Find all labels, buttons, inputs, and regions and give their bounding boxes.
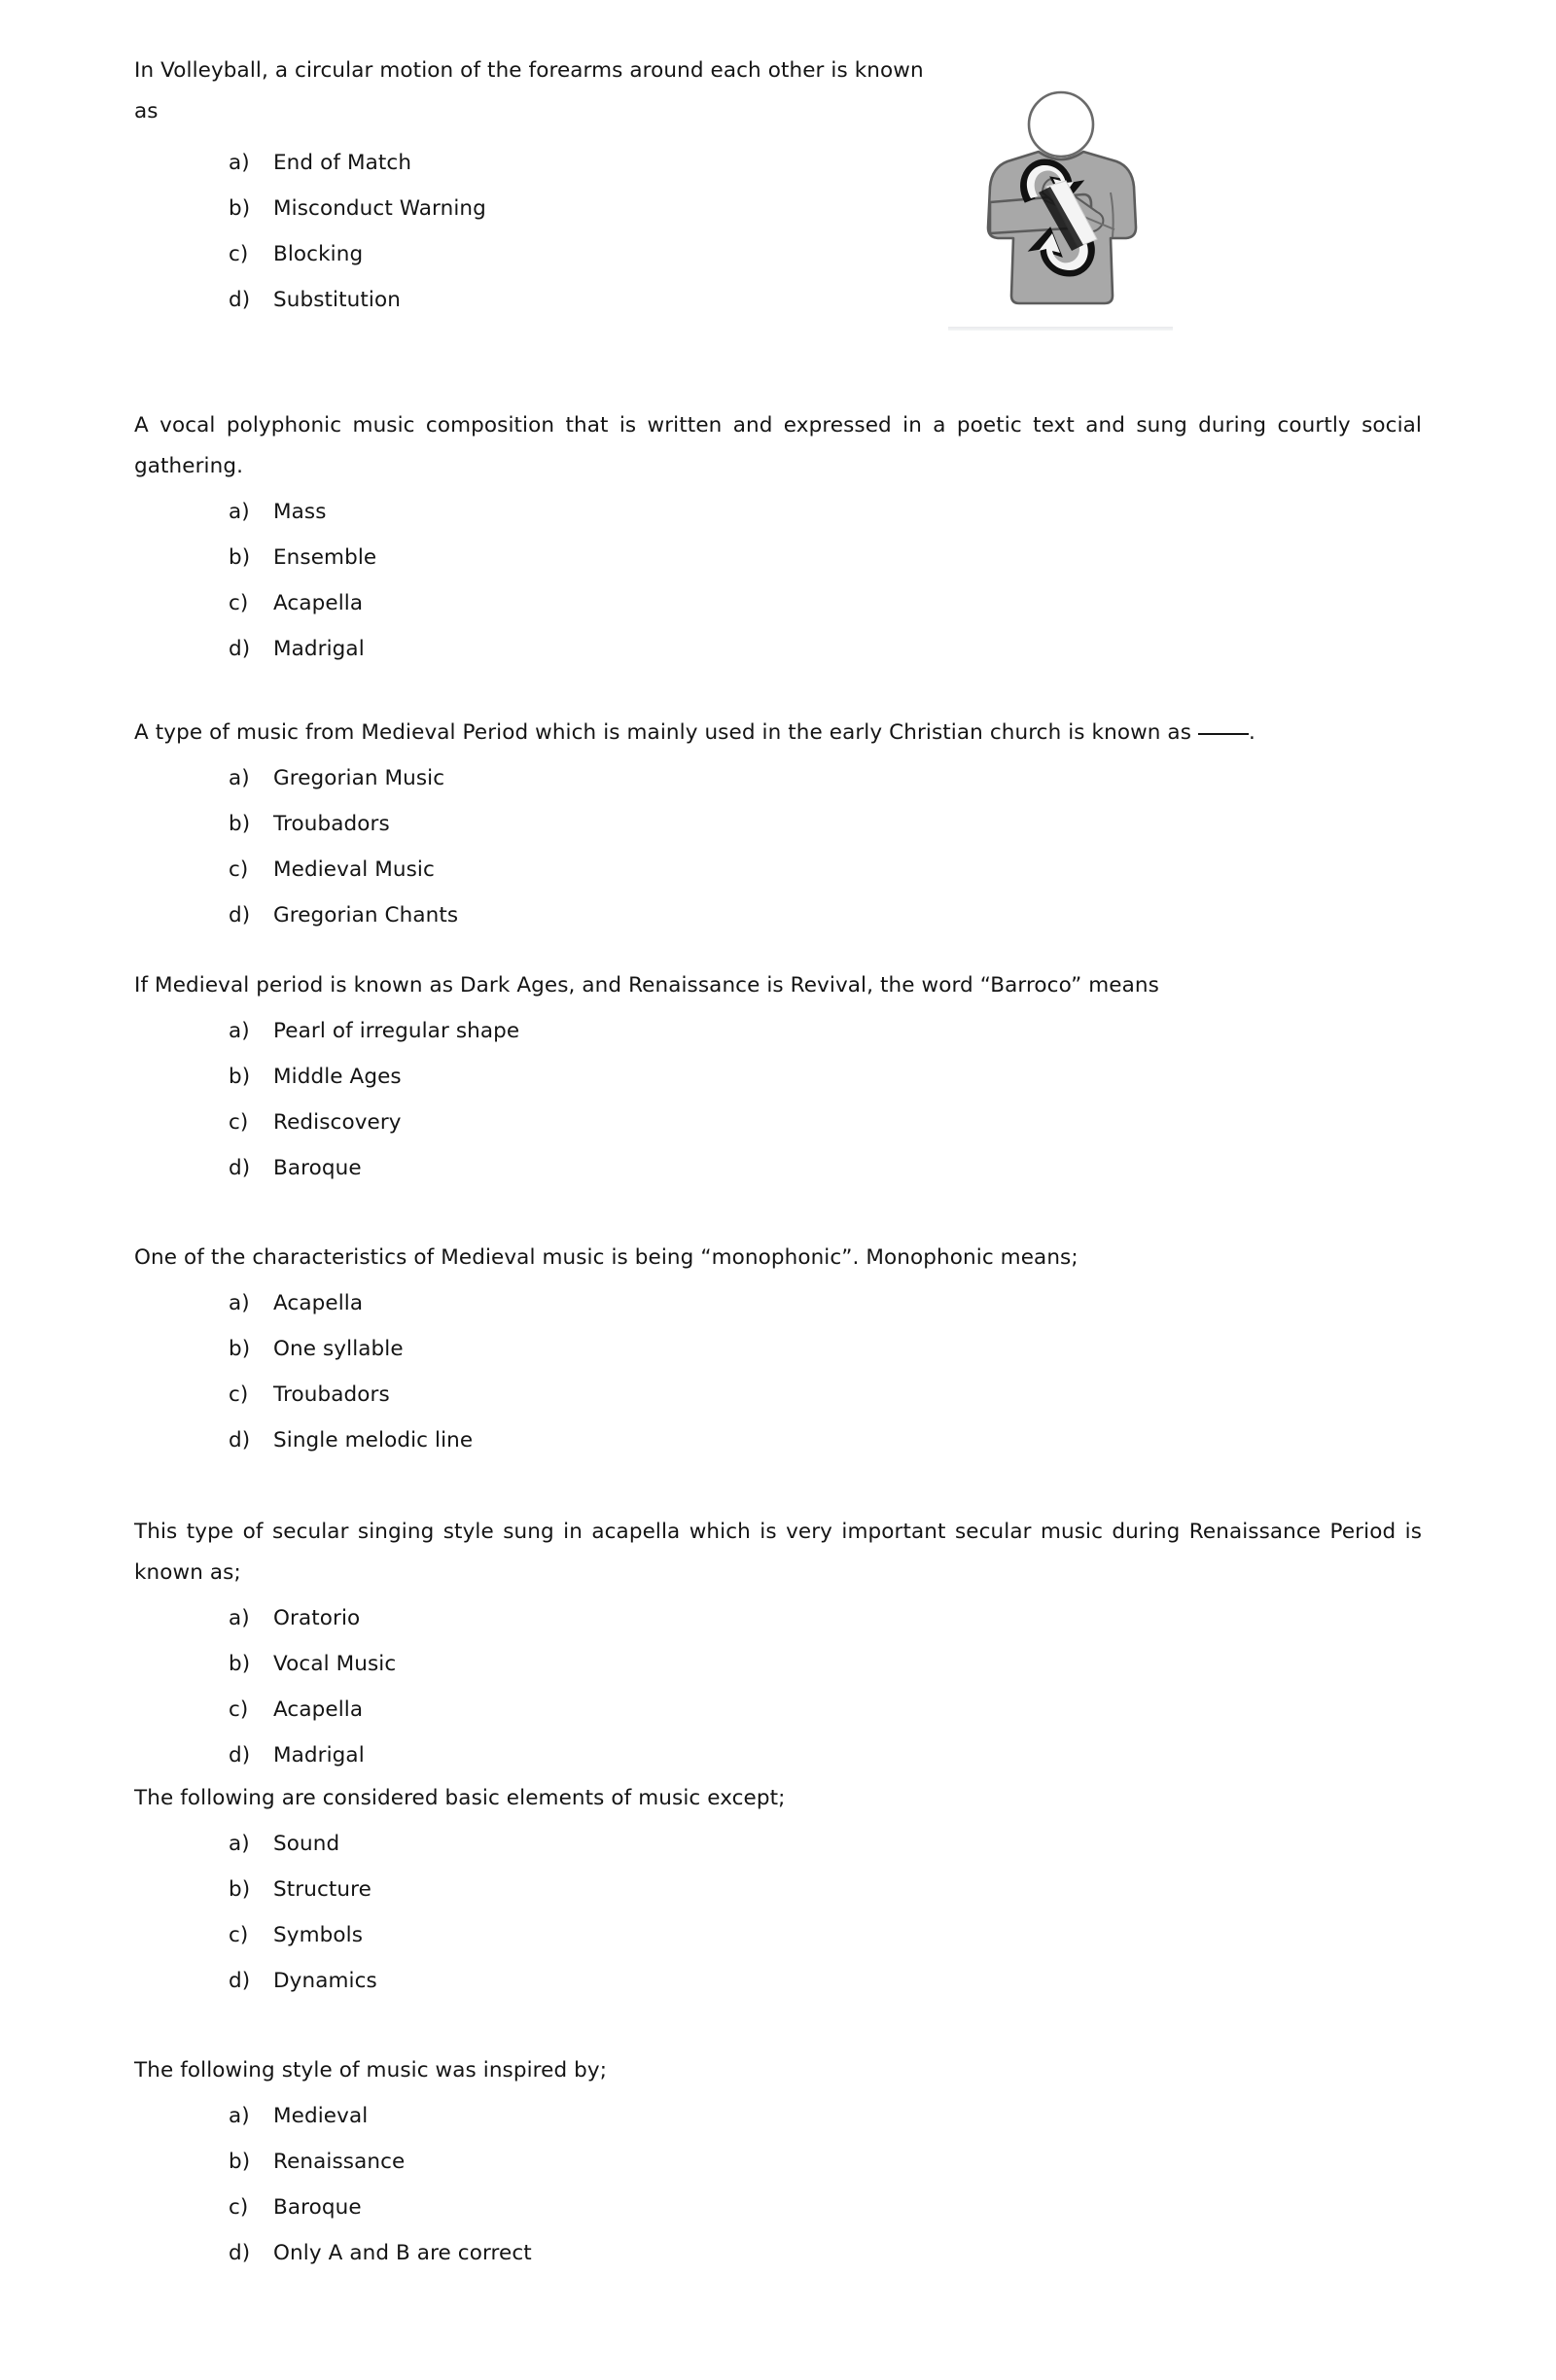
option-marker: a): [229, 1291, 250, 1315]
option-marker: c): [229, 1923, 249, 1947]
question-block-4: [134, 965, 1422, 1191]
option-label: Troubadors: [273, 812, 390, 836]
option-marker: d): [229, 1969, 251, 1993]
options-list-5: [134, 1280, 1422, 1463]
option-label: Baroque: [273, 2195, 362, 2220]
question-text-7: The following are considered basic elements of music except;: [134, 1786, 786, 1810]
option-label: Acapella: [273, 591, 364, 615]
option-marker: d): [229, 1156, 251, 1180]
options-list-6: [134, 1595, 1422, 1778]
option-marker: c): [229, 591, 249, 615]
option-item[interactable]: [134, 580, 1422, 626]
option-item[interactable]: [134, 1867, 1422, 1912]
option-item[interactable]: [134, 801, 1422, 847]
option-label: Mass: [273, 500, 327, 524]
option-item[interactable]: [134, 626, 1422, 672]
option-label: Symbols: [273, 1923, 363, 1947]
option-marker: b): [229, 812, 251, 836]
options-list-4: [134, 1008, 1422, 1191]
options-list-2: [134, 489, 1422, 672]
option-marker: a): [229, 766, 250, 790]
question-block-5: [134, 1238, 1422, 1463]
option-marker: d): [229, 903, 251, 928]
option-marker: a): [229, 2104, 250, 2128]
option-item[interactable]: [134, 231, 1422, 277]
option-marker: a): [229, 1606, 250, 1630]
question-text-2: A vocal polyphonic music composition that is written and expressed in a poetic text and sung during courtly social gathering.: [134, 413, 1422, 478]
question-block-3: [134, 713, 1422, 938]
question-text-3-after-blank: .: [1248, 720, 1255, 745]
option-marker: c): [229, 1698, 249, 1722]
question-block-1: [134, 51, 1422, 323]
option-label: Madrigal: [273, 1743, 365, 1768]
option-item[interactable]: [134, 1145, 1422, 1191]
options-list-3: [134, 755, 1422, 938]
question-text-3: [134, 713, 1422, 753]
option-item[interactable]: [134, 1008, 1422, 1054]
option-item[interactable]: [134, 1280, 1422, 1326]
option-label: Sound: [273, 1832, 340, 1856]
option-label: Dynamics: [273, 1969, 377, 1993]
option-item[interactable]: [134, 2093, 1422, 2139]
option-item[interactable]: [134, 755, 1422, 801]
option-label: Misconduct Warning: [273, 196, 486, 221]
options-list-7: [134, 1821, 1422, 2004]
option-label: Medieval: [273, 2104, 369, 2128]
option-marker: b): [229, 1877, 251, 1902]
option-item[interactable]: [134, 2230, 1422, 2276]
option-label: Vocal Music: [273, 1652, 397, 1676]
question-text-8: The following style of music was inspired by;: [134, 2058, 608, 2082]
option-label: Baroque: [273, 1156, 362, 1180]
option-item[interactable]: [134, 847, 1422, 892]
option-item[interactable]: [134, 1687, 1422, 1732]
option-item[interactable]: [134, 1912, 1422, 1958]
option-marker: d): [229, 288, 251, 312]
option-marker: a): [229, 500, 250, 524]
option-item[interactable]: [134, 1372, 1422, 1418]
option-marker: b): [229, 2150, 251, 2174]
question-block-6: [134, 1512, 1422, 1778]
option-label: Structure: [273, 1877, 371, 1902]
question-text-5: One of the characteristics of Medieval music is being “monophonic”. Monophonic means;: [134, 1245, 1079, 1270]
option-item[interactable]: [134, 1641, 1422, 1687]
option-label: Only A and B are correct: [273, 2241, 532, 2265]
option-label: Blocking: [273, 242, 364, 266]
option-label: Rediscovery: [273, 1110, 402, 1135]
option-item[interactable]: [134, 489, 1422, 535]
question-block-8: [134, 2050, 1422, 2276]
question-text-6: This type of secular singing style sung in acapella which is very important secular music during Renaissance Period is known as;: [134, 1520, 1422, 1585]
option-label: Ensemble: [273, 545, 377, 570]
question-block-2: [134, 405, 1422, 672]
option-label: Madrigal: [273, 637, 365, 661]
option-marker: d): [229, 1743, 251, 1768]
option-item[interactable]: [134, 535, 1422, 580]
option-label: Gregorian Music: [273, 766, 445, 790]
answer-blank[interactable]: [1198, 733, 1249, 735]
option-label: Substitution: [273, 288, 401, 312]
option-label: Oratorio: [273, 1606, 361, 1630]
options-list-8: [134, 2093, 1422, 2276]
option-marker: a): [229, 1832, 250, 1856]
option-label: Acapella: [273, 1291, 364, 1315]
option-marker: c): [229, 1382, 249, 1407]
question-text-1: In Volleyball, a circular motion of the forearms around each other is known as: [134, 58, 924, 123]
option-marker: b): [229, 1065, 251, 1089]
option-marker: a): [229, 1019, 250, 1043]
option-marker: b): [229, 1652, 251, 1676]
option-label: Medieval Music: [273, 858, 435, 882]
option-marker: c): [229, 858, 249, 882]
option-label: Acapella: [273, 1698, 364, 1722]
option-item[interactable]: [134, 277, 1422, 323]
option-label: Renaissance: [273, 2150, 406, 2174]
option-marker: c): [229, 1110, 249, 1135]
option-label: One syllable: [273, 1337, 404, 1361]
option-label: Troubadors: [273, 1382, 390, 1407]
option-marker: d): [229, 637, 251, 661]
questions-container: [134, 51, 1422, 2276]
option-label: Single melodic line: [273, 1428, 474, 1452]
option-item[interactable]: [134, 1595, 1422, 1641]
option-item[interactable]: [134, 1054, 1422, 1100]
option-item[interactable]: [134, 1418, 1422, 1463]
option-label: End of Match: [273, 151, 412, 175]
option-item[interactable]: [134, 1732, 1422, 1778]
question-text-4: If Medieval period is known as Dark Ages, and Renaissance is Revival, the word “Barroco” means: [134, 973, 1159, 998]
option-marker: c): [229, 2195, 249, 2220]
option-item[interactable]: [134, 2139, 1422, 2185]
option-marker: d): [229, 2241, 251, 2265]
option-label: Gregorian Chants: [273, 903, 459, 928]
option-marker: c): [229, 242, 249, 266]
option-marker: b): [229, 1337, 251, 1361]
options-list-1: [134, 140, 1422, 323]
option-item[interactable]: [134, 1326, 1422, 1372]
option-item[interactable]: [134, 186, 1422, 231]
option-item[interactable]: [134, 2185, 1422, 2230]
option-item[interactable]: [134, 1100, 1422, 1145]
option-label: Middle Ages: [273, 1065, 402, 1089]
option-item[interactable]: [134, 1958, 1422, 2004]
option-item[interactable]: [134, 1821, 1422, 1867]
option-marker: d): [229, 1428, 251, 1452]
option-marker: b): [229, 545, 251, 570]
question-text-3-before-blank: A type of music from Medieval Period which is mainly used in the early Christian church is known as: [134, 720, 1198, 745]
option-marker: b): [229, 196, 251, 221]
option-label: Pearl of irregular shape: [273, 1019, 520, 1043]
option-item[interactable]: [134, 892, 1422, 938]
option-item[interactable]: [134, 140, 1422, 186]
option-marker: a): [229, 151, 250, 175]
question-block-7: [134, 1778, 1422, 2004]
